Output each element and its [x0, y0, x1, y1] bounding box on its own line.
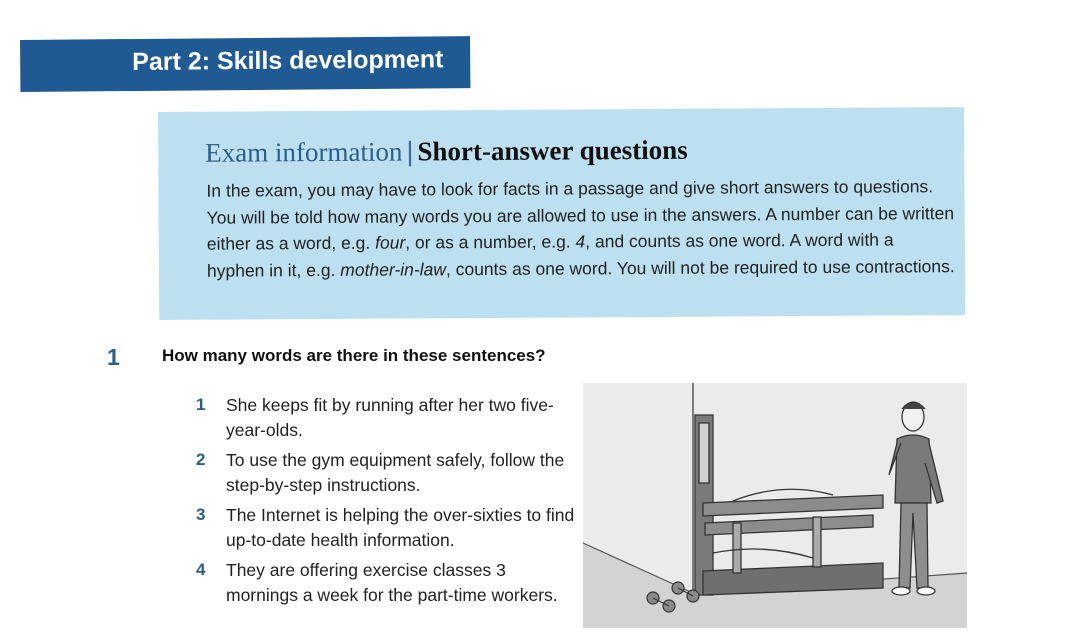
sentence-list — [196, 393, 576, 613]
example-term: four — [375, 232, 406, 253]
body-text: In the exam, you may have to look for facts in a passage and give short answers to questions. You will be told how many words you are allowed to use in the answers. A number can be written either as a word, e.g. — [206, 176, 955, 254]
section-title: Part 2: Skills development — [132, 45, 444, 77]
sentence-text: She keeps fit by running after her two five-year-olds. — [226, 395, 554, 440]
sentence-text: The Internet is helping the over-sixties to find up-to-date health information. — [226, 505, 575, 550]
exam-info-box — [158, 107, 965, 320]
section-banner — [20, 36, 470, 92]
exam-info-topic: Short-answer questions — [417, 134, 688, 167]
example-term: 4 — [575, 231, 586, 252]
body-text: , or as a number, e.g. — [405, 231, 576, 253]
body-text: , counts as one word. You will not be required to use contractions. — [445, 255, 955, 279]
sentence-item — [196, 558, 576, 608]
sentence-text: To use the gym equipment safely, follow the step-by-step instructions. — [226, 450, 565, 495]
sentence-item — [196, 393, 576, 443]
gym-illustration — [583, 383, 967, 628]
body-text: , and counts as one word. A word with a hyphen in it, e.g. — [206, 229, 894, 281]
exam-info-title — [205, 135, 688, 169]
sentence-number: 2 — [196, 450, 206, 469]
sentence-item — [196, 448, 576, 498]
example-term: mother-in-law — [340, 258, 447, 280]
sentence-number: 4 — [196, 560, 206, 579]
exercise-number: 1 — [107, 344, 120, 370]
sentence-text: They are offering exercise classes 3 mornings a week for the part-time workers. — [226, 560, 558, 605]
sentence-number: 1 — [196, 395, 206, 414]
exam-info-body — [206, 173, 955, 284]
title-separator: | — [406, 136, 414, 167]
sentence-item — [196, 503, 576, 553]
exercise-question: How many words are there in these sentences? — [162, 346, 546, 365]
exam-info-label: Exam information — [205, 136, 403, 168]
sentence-number: 3 — [196, 505, 206, 524]
